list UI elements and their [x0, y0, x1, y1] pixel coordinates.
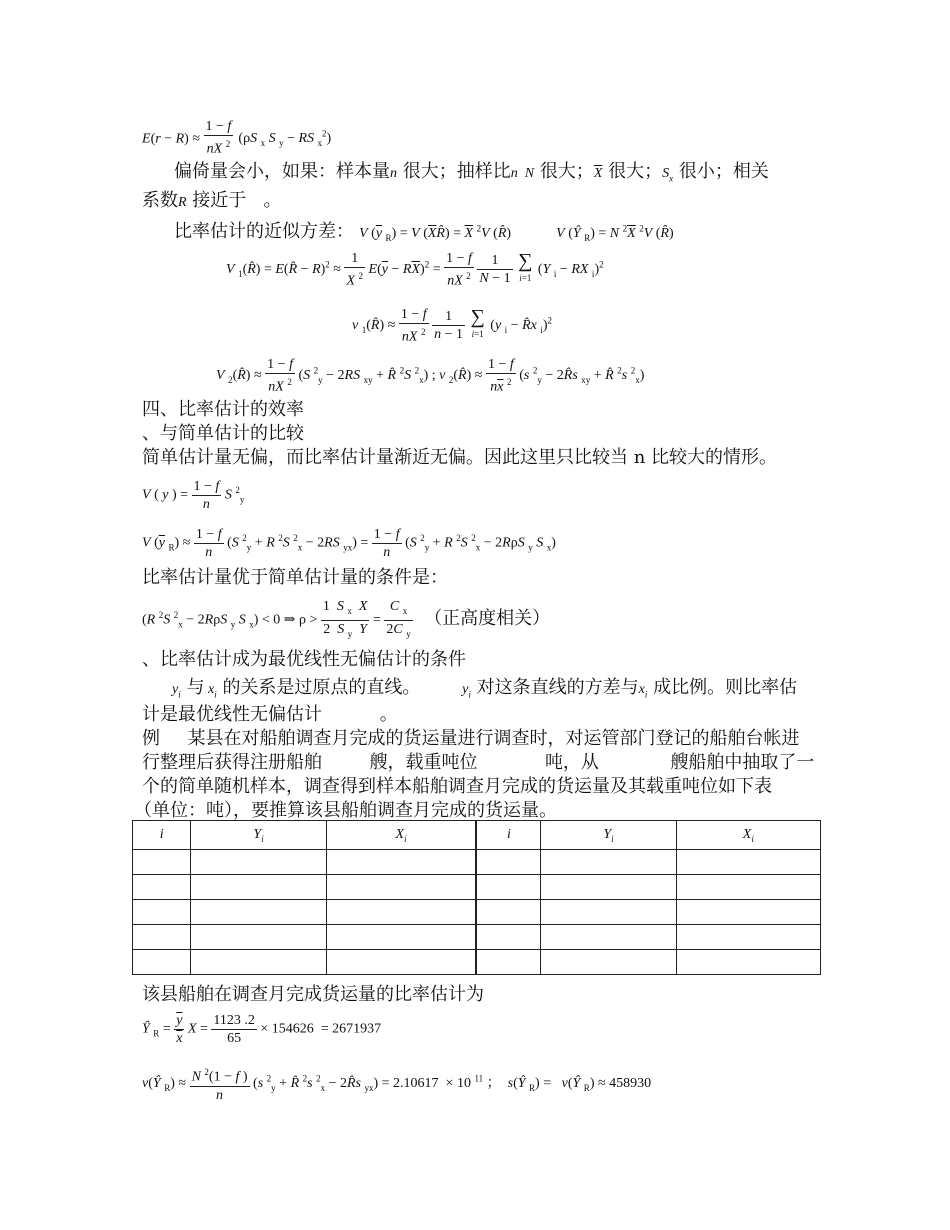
example-line3: 个的简单随机样本，调查得到样本船舶调查月完成的货运量及其载重吨位如下表: [142, 776, 772, 797]
table-row: [133, 950, 821, 975]
bias-text-c: 很大；: [539, 161, 594, 182]
bias-text-b: 很大；抽样比: [402, 161, 511, 182]
table-header-cell: [133, 821, 191, 850]
v1-sample-formula: v $_1$(R̂) ≈ $\frac{1 - f}{nX ^2}$ $\frac{1}{n - 1}$ ∑ i=1 (y $_i$ − R̂x $_i$)$^2$: [352, 305, 553, 345]
table-cell: [133, 900, 191, 925]
bias-text-g: 接近于: [192, 190, 247, 211]
vyr-formula: V ($\overline{y}$ $_R$) ≈ $\frac{1 - f}{n}$ (S $^2_y$ + R $^2$S $^2_x$ − 2RS $_{yx}$) = $\frac{1 - f}{n}$ (S $^2_y$ + R $^2$S $^2_x$ − 2RρS $_y$ S $_x$): [142, 527, 556, 560]
blue-text-e: 计是最优线性无偏估计: [142, 704, 322, 725]
bias-text-f: 系数: [142, 190, 178, 211]
example-text-2b: 艘，载重吨位: [369, 752, 478, 773]
v2-formula: V $_2$(R̂) ≈ $\frac{1 - f}{nX ^2}$ (S $^2_y$ − 2RS $_{xy}$ + R̂ $^2$S $^2_x$) ; v $_2$(R̂) ≈ $\frac{1 - f}{n\overline{x} ^2}$ (s $^2_y$ − 2R̂s $_{xy}$ + R̂ $^2$s $^2_x$): [216, 357, 645, 395]
table-header-cell: [191, 821, 326, 850]
example-line2: [142, 751, 814, 775]
table-cell: [326, 850, 476, 875]
table-header-cell: [326, 821, 476, 850]
header-subscript: i: [404, 833, 407, 844]
table-cell: [676, 950, 820, 975]
header-subscript: i: [611, 833, 614, 844]
ratio-estimate-formula: Ŷ $_R$ = $\frac{\overline{y}}{x}$ X = $\frac{1123 .2}{65}$ × 154626 = 2671937: [142, 1013, 382, 1046]
header-label: i: [507, 827, 511, 842]
example-text-2a: 行整理后获得注册船舶: [142, 752, 322, 773]
high-correlation-note: （正高度相关）: [424, 607, 551, 628]
bias-explanation-line1: 偏倚量会小，如果：样本量n 很大；抽样比n N 很大；$\overline{X}$ 很大；$S_x$ 很小；相关: [174, 161, 769, 184]
table-header-cell: [541, 821, 676, 850]
table-cell: [476, 875, 540, 900]
variance-intro-label: 比率估计的近似方差：: [174, 221, 354, 242]
table-row: [133, 875, 821, 900]
table-cell: [676, 925, 820, 950]
table-cell: [133, 925, 191, 950]
table-cell: [541, 950, 676, 975]
header-label: X: [395, 826, 405, 842]
ratio-estimate-variance-formula: v(Ŷ $_R$) ≈ $\frac{N ^2(1 - f )}{n}$ (s $^2_y$ + R̂ $^2$s $^2_x$ − 2R̂s $_{yx}$) = 2.10617 × 10 $^{11}$ ； s(Ŷ $_R$) = v(Ŷ $_R$) ≈ 458930: [142, 1064, 651, 1104]
bias-text-a: 偏倚量会小，如果：样本量: [174, 161, 390, 182]
subsection-1-heading: 、与简单估计的比较: [142, 423, 304, 444]
table-cell: [676, 900, 820, 925]
table-cell: [541, 925, 676, 950]
example-line1: [142, 727, 799, 751]
table-cell: [191, 850, 326, 875]
header-label: Y: [603, 826, 612, 842]
table-cell: [541, 900, 676, 925]
blue-condition-line1: $y_i$ 与 $x_i$ 的关系是过原点的直线。 $y_i$ 对这条直线的方差与$x_i$ 成比例。则比率估: [172, 677, 798, 700]
table-cell: [191, 950, 326, 975]
table-header-row: [133, 821, 821, 850]
blue-text-a: 与: [186, 677, 205, 698]
example-label: 例: [142, 728, 160, 749]
table-cell: [676, 850, 820, 875]
table-row: [133, 850, 821, 875]
table-cell: [133, 850, 191, 875]
header-subscript: i: [261, 833, 264, 844]
bias-formula: E(r − R) ≈ $\frac{1 - f}{nX ^2}$ (ρS $_x$ S $_y$ − RS $_x^2$): [142, 119, 332, 157]
table-cell: [676, 875, 820, 900]
header-label: Y: [253, 826, 262, 842]
header-subscript: i: [751, 833, 754, 844]
example-text-2c: 吨，从: [544, 752, 599, 773]
table-cell: [476, 950, 540, 975]
header-label: X: [742, 826, 752, 842]
table-cell: [191, 925, 326, 950]
example-text-2d: 艘船舶中抽取了一: [670, 752, 815, 773]
variance-intro: 比率估计的近似方差： V ($\overline{y}$ $_R$) = V $(\overline{X}R̂) = \overline{X}$ $^2$V (R̂) V (Ŷ $_R$) = N $^2\overline{X}$ $^2$V (R̂): [174, 221, 674, 243]
table-row: [133, 925, 821, 950]
table-header-cell: [676, 821, 820, 850]
table-cell: [541, 875, 676, 900]
table-cell: [541, 850, 676, 875]
blue-condition-line2: [142, 703, 398, 727]
bias-text-e: 很小；相关: [678, 161, 769, 182]
section-4-heading: 四、比率估计的效率: [142, 399, 304, 420]
table-row: [133, 900, 821, 925]
table-cell: [476, 850, 540, 875]
blue-text-f: 。: [379, 704, 398, 725]
sample-data-table: [132, 820, 821, 975]
condition-formula: (R $^2$S $^2_x$ − 2RρS $_y$ S $_x$) < 0 ⇒ ρ > $\frac{1 S _x X}{2 S _y Y}$ = $\frac{C _x}{2C _y}$ （正高度相关）: [142, 598, 550, 643]
result-label: 该县船舶在调查月完成货运量的比率估计为: [142, 984, 484, 1005]
simple-estimator-description: 简单估计量无偏，而比率估计量渐近无偏。因此这里只比较当 n 比较大的情形。: [142, 447, 778, 468]
table-cell: [133, 875, 191, 900]
subsection-2-heading: 、比率估计成为最优线性无偏估计的条件: [142, 649, 466, 670]
table-cell: [326, 950, 476, 975]
table-header-cell: [476, 821, 540, 850]
better-condition-label: 比率估计量优于简单估计量的条件是：: [142, 567, 448, 588]
table-cell: [133, 950, 191, 975]
table-cell: [191, 875, 326, 900]
example-line4: （单位：吨），要推算该县船舶调查月完成的货运量。: [134, 800, 557, 821]
bias-text-h: 。: [263, 190, 282, 211]
bias-text-d: 很大；: [608, 161, 663, 182]
table-cell: [476, 925, 540, 950]
v1-population-formula: V $_1$(R̂) = E(R̂ − R)$^2$ ≈ $\frac{1}{X ^2}$ $E(\overline{y} - R\overline{X})^2$ = $\frac{1 - f}{nX ^2}$ $\frac{1}{N - 1}$ ∑ i=1 (Y $_i$ − RX $_i$)$^2$: [226, 249, 604, 289]
bias-explanation-line2: 系数R 接近于 。: [142, 190, 282, 211]
blue-text-d: 成比例。则比率估: [653, 677, 798, 698]
table-cell: [326, 875, 476, 900]
table-cell: [476, 900, 540, 925]
blue-text-c: 对这条直线的方差与: [476, 677, 639, 698]
table-cell: [326, 900, 476, 925]
blue-text-b: 的关系是过原点的直线。: [222, 677, 421, 698]
table-cell: [326, 925, 476, 950]
table-cell: [191, 900, 326, 925]
example-text-1: 某县在对船舶调查月完成的货运量进行调查时，对运管部门登记的船舶台帐进: [187, 728, 800, 749]
header-label: i: [159, 827, 164, 842]
vy-formula: V ( y ) = $\frac{1 - f}{n}$ S $^2_y$: [142, 479, 245, 512]
